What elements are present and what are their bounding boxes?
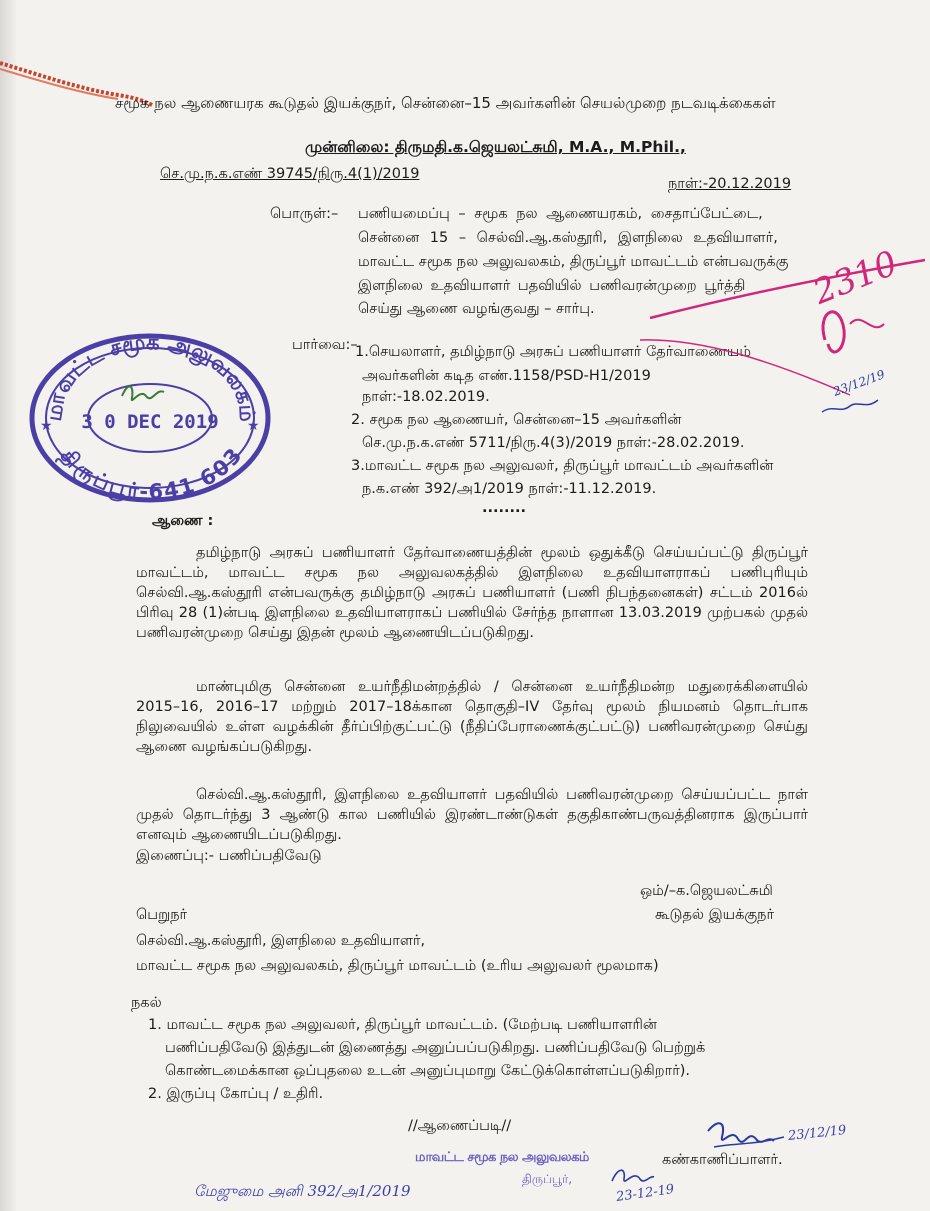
reference-line: 2. சமூக நல ஆணையர், சென்னை–15 அவர்களின் xyxy=(351,412,682,428)
order-label: ஆணை : xyxy=(152,513,214,529)
order-paragraph-3: செல்வி.ஆ.கஸ்தூரி, இளநிலை உதவியாளர் பதவியில் பணிவரன்முறை செய்யப்பட்ட நாள் முதல் தொடர்ந்து 3 ஆண்டு கால பணியில் இரண்டாண்டுகள் தகுதிகாண்பருவத்தினராக இருப்பார் எனவும் ஆணையிடப்படுகிறது. xyxy=(136,787,808,843)
subject-label: பொருள்:– xyxy=(270,206,339,222)
subject-line: மாவட்ட சமூக நல அலுவலகம், திருப்பூர் மாவட்டம் என்பவருக்கு xyxy=(358,254,789,270)
signature-scribble xyxy=(704,1117,794,1159)
copy-item-1-cont: பணிப்பதிவேடு இத்துடன் இணைத்து அனுப்பப்படுகிறது. பணிப்பதிவேடு பெற்றுக் xyxy=(165,1040,706,1056)
handwritten-date-bottom: 23-12-19 xyxy=(615,1182,676,1205)
office-round-stamp xyxy=(22,318,277,503)
reference-line: ந.க.எண் 392/அ1/2019 நாள்:-11.12.2019. xyxy=(362,481,657,497)
document-title: சமூக நல ஆணையரக கூடுதல் இயக்குநர், சென்னை–15 அவர்களின் செயல்முறை நடவடிக்கைகள் xyxy=(115,94,776,112)
attachment-line: இணைப்பு:- பணிப்பதிவேடு xyxy=(136,848,322,864)
document-date: நாள்:-20.12.2019 xyxy=(668,176,792,192)
office-stamp-text-2: திருப்பூர், xyxy=(522,1172,573,1186)
page-edge xyxy=(0,0,18,1211)
stamp-bottom-text: திருப்பூர்-641 603 xyxy=(55,443,247,503)
reference-label: பார்வை:– xyxy=(292,337,358,353)
copy-item-2: 2. இருப்பு கோப்பு / உதிரி. xyxy=(148,1086,324,1102)
reference-line: செ.மு.ந.க.எண் 5711/நிரு.4(3)/2019 நாள்:-28.02.2019. xyxy=(362,435,745,451)
subject-line: செய்து ஆணை வழங்குவது – சார்பு. xyxy=(358,301,595,317)
svg-text:மாவட்ட சமூக அலுவலகம் xyxy=(42,330,260,423)
copy-item-1: 1. மாவட்ட சமூக நல அலுவலர், திருப்பூர் மாவட்டம். (மேற்படி பணியாளரின் xyxy=(148,1017,657,1033)
stamp-date: 3 0 DEC 2019 xyxy=(81,411,219,433)
subject-line: சென்னை 15 – செல்வி.ஆ.கஸ்தூரி, இளநிலை உதவியாளர், xyxy=(358,230,778,246)
handwritten-date-right: 23/12/19 xyxy=(787,1122,848,1145)
stamp-star-left: ★ xyxy=(40,418,53,434)
reference-line: நாள்:-18.02.2019. xyxy=(362,389,490,405)
blue-date-annotation: 23/12/19 xyxy=(831,367,887,399)
order-paragraph-2: மாண்புமிகு சென்னை உயர்நீதிமன்றத்தில் / சென்னை உயர்நீதிமன்ற மதுரைக்கிளையில் 2015–16, 2016–17 மற்றும் 2017–18க்கான தொகுதி–IV தேர்வு மூலம் நியமனம் தொடர்பாக நிலுவையில் உள்ள வழக்கின் தீர்ப்பிற்குட்பட்டு (நீதிப்பேராணைக்குட்பட்டு) பணிவரன்முறை செய்து ஆணை வழங்கப்படுகிறது. xyxy=(136,679,808,755)
copy-label: நகல் xyxy=(131,995,162,1011)
reference-dots: ........ xyxy=(482,500,527,516)
reference-line: 1.செயலாளர், தமிழ்நாடு அரசுப் பணியாளர் தேர்வாணையம் xyxy=(355,344,752,360)
reference-line: அவர்களின் கடித எண்.1158/PSD-H1/2019 xyxy=(362,368,651,384)
order-paragraph-1: தமிழ்நாடு அரசுப் பணியாளர் தேர்வாணையத்தின் மூலம் ஒதுக்கீடு செய்யப்பட்டு திருப்பூர் மாவட்டம், மாவட்ட சமூக நல அலுவலகத்தில் இளநிலை உதவியாளராகப் பணிபுரியும் செல்வி.ஆ.கஸ்தூரி என்பவருக்கு தமிழ்நாடு அரசுப் பணியாளர் (பணி நிபந்தனைகள்) சட்டம் 2016ல் பிரிவு 28 (1)ன்படி இளநிலை உதவியாளராகப் பணியில் சேர்ந்த நாளான 13.03.2019 முற்பகல் முதல் பணிவரன்முறை செய்து இதன் மூலம் ஆணையிடப்படுகிறது. xyxy=(136,545,808,641)
recipient-label: பெறுநர் xyxy=(136,907,188,923)
reference-number: செ.மு.ந.க.எண் 39745/நிரு.4(1)/2019 xyxy=(160,166,420,182)
signature-name: ஒம்/–க.ஜெயலட்சுமி xyxy=(640,883,773,899)
blue-mark xyxy=(820,394,880,418)
subject-line: இளநிலை உதவியாளர் பதவியில் பணிவரன்முறை பூர்த்தி xyxy=(358,278,746,294)
handwritten-note: மேஜுமை அனி 392/அ1/2019 xyxy=(194,1182,411,1200)
stamp-star-right: ★ xyxy=(247,418,260,434)
subject-line: பணியமைப்பு – சமூக நல ஆணையரகம், சைதாப்பேட்டை, xyxy=(358,206,763,222)
copy-item-1-cont: கொண்டமைக்கான ஒப்புதலை உடன் அனுப்புமாறு கேட்டுக்கொள்ளப்படுகிறார்). xyxy=(165,1063,691,1079)
signature-designation: கூடுதல் இயக்குநர் xyxy=(655,907,775,923)
recipient-line: மாவட்ட சமூக நல அலுவலகம், திருப்பூர் மாவட்டம் (உரிய அலுவலர் மூலமாக) xyxy=(136,958,659,974)
supervisor-title: கண்காணிப்பாளர். xyxy=(662,1152,783,1168)
recipient-line: செல்வி.ஆ.கஸ்தூரி, இளநிலை உதவியாளர், xyxy=(136,933,426,949)
reference-line: 3.மாவட்ட சமூக நல அலுவலர், திருப்பூர் மாவட்டம் அவர்களின் xyxy=(351,458,774,474)
order-copy-line: //ஆணைப்படி// xyxy=(408,1118,512,1134)
initials-scribble xyxy=(608,1163,658,1191)
office-stamp-text: மாவட்ட சமூக நல அலுவலகம் xyxy=(415,1150,589,1165)
pink-number: 2310 xyxy=(807,243,903,313)
presence-line: முன்னிலை: திருமதி.க.ஜெயலட்சுமி, M.A., M.Phil., xyxy=(305,138,686,156)
stamp-top-text: மாவட்ட சமூக அலுவலகம் xyxy=(41,329,260,423)
